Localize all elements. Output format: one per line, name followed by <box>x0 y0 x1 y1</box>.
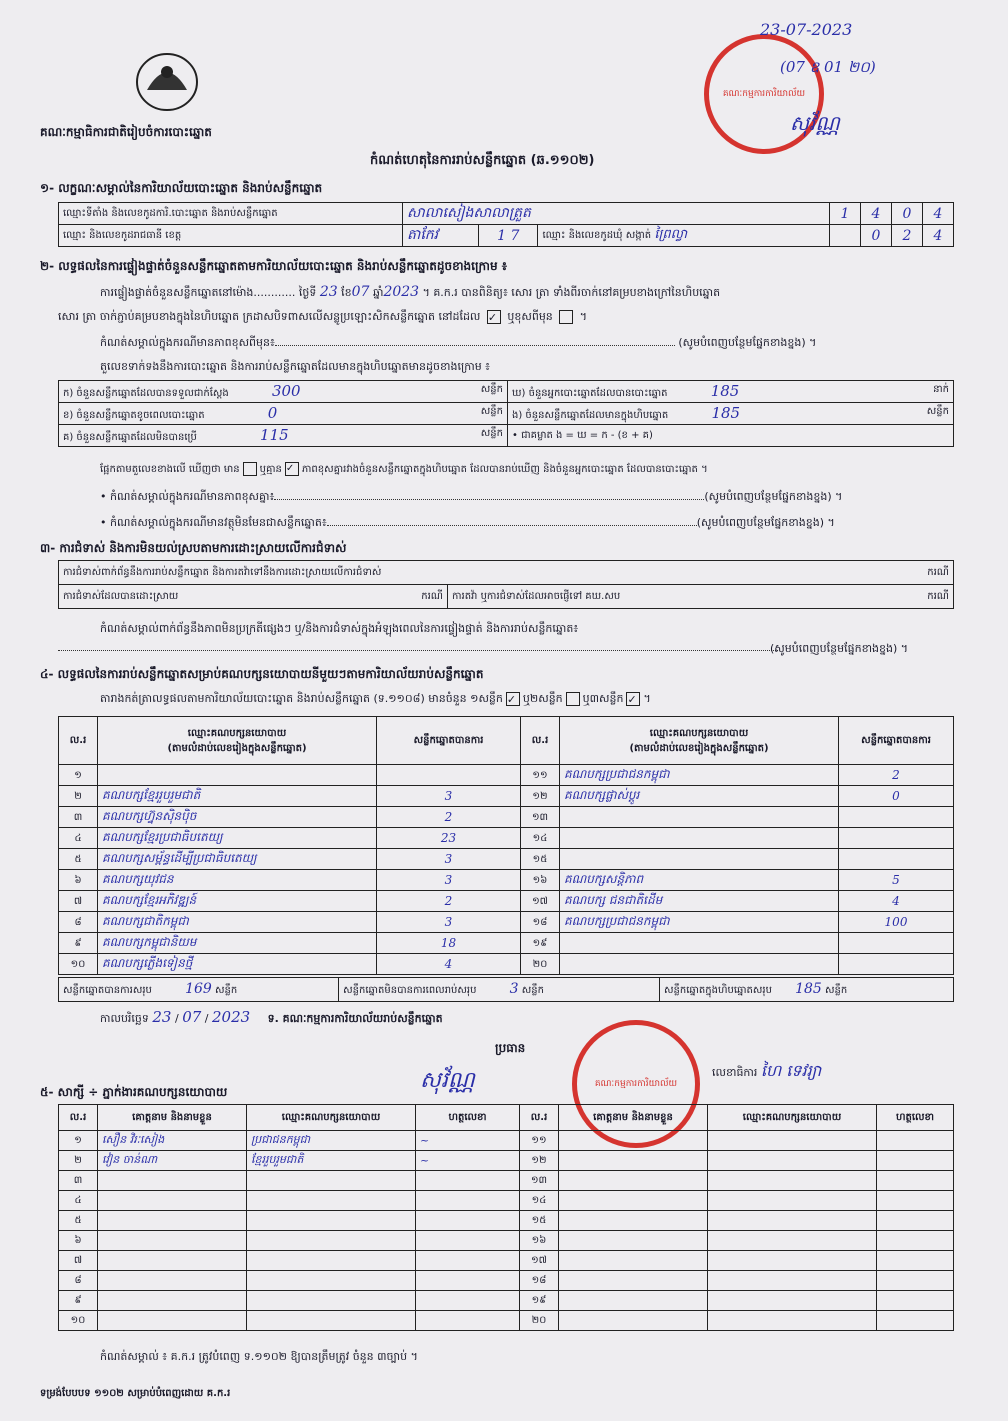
commune-cell: ឈ្មោះ និងលេខកូដឃុំ សង្កាត់ ព្រៃល្វា <box>538 225 830 247</box>
count-k: ក) ចំនួនសន្លឹកឆ្នោតដែលបានទទួលជាក់ស្តែង 300 សន្លឹក <box>59 381 508 403</box>
witness-no: ២ <box>59 1151 98 1171</box>
verify-line-4: តួលេខទាក់ទងនឹងការបោះឆ្នោត និងការរាប់សន្លឹកឆ្នោតដែលមានក្នុងហិបឆ្នោតមានដូចខាងក្រោម ៖ <box>100 360 491 373</box>
section-2-title: ២- លទ្ធផលនៃការផ្ទៀងផ្ទាត់ចំនួនសន្លឹកឆ្នោតតាមការិយាល័យបោះឆ្នោត និងរាប់សន្លឹកឆ្នោតដូចខាងក្រោម ៖ <box>40 259 508 273</box>
party-votes <box>839 849 954 870</box>
witness-party <box>708 1191 877 1211</box>
party-name: គណបក្សជាតិកម្ពុជា <box>98 912 377 933</box>
party-votes: 5 <box>839 870 954 891</box>
witness-row <box>59 1151 954 1171</box>
witness-no: ១២ <box>520 1151 559 1171</box>
witness-party <box>708 1171 877 1191</box>
witness-signature <box>416 1291 520 1311</box>
station-code-digit: 4 <box>861 203 892 225</box>
count-formula: • ជាគម្លាត ង = ឃ = ក - (ខ + គ) <box>508 425 954 447</box>
count-ng: ង) ចំនួនសន្លឹកឆ្នោតដែលមានក្នុងហិបឆ្នោត 185 សន្លឹក <box>508 403 954 425</box>
same-checkbox[interactable]: ✓ <box>487 310 501 324</box>
handwritten-date: 23-07-2023 <box>760 20 853 39</box>
result-row <box>59 849 954 870</box>
party-votes: 3 <box>377 849 521 870</box>
party-name: គណបក្សភ្លើងទៀនថ្មី <box>98 954 377 975</box>
party-name <box>560 807 839 828</box>
witness-party <box>708 1271 877 1291</box>
party-votes: 4 <box>839 891 954 912</box>
party-no: ១៣ <box>521 807 560 828</box>
handwritten-signature: សុវ័ណ្ណ <box>790 111 840 135</box>
witness-party <box>708 1131 877 1151</box>
final-note: កំណត់សម្គាល់ ៖ គ.ក.រ ត្រូវបំពេញ ទ.១១០២ ឱ្យបានត្រឹមត្រូវ ចំនួន ៣ច្បាប់ ។ <box>100 1350 418 1363</box>
commune-code-digit: 2 <box>892 225 923 247</box>
witness-party <box>247 1311 416 1331</box>
witness-signature <box>416 1311 520 1331</box>
result-row <box>59 954 954 975</box>
witness-party <box>247 1171 416 1191</box>
witness-row <box>59 1211 954 1231</box>
note-diff: • កំណត់សម្គាល់ក្នុងករណីមានភាពខុសគ្នា៖ (សូមបំពេញបន្ថែមផ្នែកខាងខ្នង) ។ <box>100 490 843 503</box>
witness-party <box>708 1251 877 1271</box>
objection-table <box>58 560 954 609</box>
witness-signature <box>416 1271 520 1291</box>
witness-row <box>59 1131 954 1151</box>
party-no: ១៥ <box>521 849 560 870</box>
witness-name <box>98 1171 247 1191</box>
witness-party <box>708 1311 877 1331</box>
org-name: គណៈកម្មាធិការជាតិរៀបចំការបោះឆ្នោត <box>40 125 212 139</box>
party-name: គណបក្សហ្វ៊ុនស៊ិនប៉ិច <box>98 807 377 828</box>
witness-name <box>98 1211 247 1231</box>
col-party: ឈ្មោះគណបក្សនយោបាយ (តាមលំដាប់លេខរៀងក្នុងសន្លឹកឆ្នោត) <box>98 717 377 765</box>
witness-row <box>59 1171 954 1191</box>
witness-row <box>59 1271 954 1291</box>
witness-party: ប្រជាជនកម្ពុជា <box>247 1131 416 1151</box>
party-no: ៥ <box>59 849 98 870</box>
witness-party <box>247 1251 416 1271</box>
count-ko: គ) ចំនួនសន្លឹកឆ្នោតដែលមិនបានប្រើ 115 សន្លឹក <box>59 425 508 447</box>
party-name: គណបក្សប្រជាជនកម្ពុជា <box>560 912 839 933</box>
party-votes: 18 <box>377 933 521 954</box>
total-box: សន្លឹកឆ្នោតក្នុងហិបឆ្នោតសរុប 185 សន្លឹក <box>660 978 954 1002</box>
diff-yes-checkbox[interactable] <box>243 462 257 476</box>
note-object: • កំណត់សម្គាល់ក្នុងករណីមានវត្ថុមិនមែនជាសន្លឹកឆ្នោត៖ (សូមបំពេញបន្ថែមផ្នែកខាងខ្នង) ។ <box>100 516 835 529</box>
station-label: ឈ្មោះទីតាំង និងលេខកូដការិ.បោះឆ្នោត និងរាប់សន្លឹកឆ្នោត <box>59 203 403 225</box>
party-no: ១៨ <box>521 912 560 933</box>
party-votes: 2 <box>839 765 954 786</box>
emblem-icon <box>132 50 202 115</box>
three-sheet-checkbox[interactable]: ✓ <box>626 692 640 706</box>
station-code-digit: 4 <box>923 203 954 225</box>
witness-party <box>708 1151 877 1171</box>
diff-no-checkbox[interactable]: ✓ <box>285 462 299 476</box>
witness-no: ៤ <box>59 1191 98 1211</box>
witness-row <box>59 1191 954 1211</box>
party-name: គណបក្ស ជនជាតិដើម <box>560 891 839 912</box>
party-name <box>560 954 839 975</box>
witness-no: ១៩ <box>520 1291 559 1311</box>
party-name <box>560 933 839 954</box>
party-no: ៦ <box>59 870 98 891</box>
party-no: ៣ <box>59 807 98 828</box>
party-name: គណបក្សសម្ព័ន្ធដើម្បីប្រជាធិបតេយ្យ <box>98 849 377 870</box>
witness-table <box>58 1104 954 1331</box>
witness-no: ១៦ <box>520 1231 559 1251</box>
witness-signature <box>416 1191 520 1211</box>
witness-row <box>59 1231 954 1251</box>
witness-no: ១៧ <box>520 1251 559 1271</box>
witness-name <box>559 1211 708 1231</box>
total-valid: សន្លឹកឆ្នោតបានការសរុប 169 សន្លឹក <box>59 978 339 1002</box>
witness-signature <box>877 1311 954 1331</box>
party-votes: 4 <box>377 954 521 975</box>
witness-no: ១១ <box>520 1131 559 1151</box>
witness-name <box>559 1151 708 1171</box>
party-votes: 100 <box>839 912 954 933</box>
party-no: ១០ <box>59 954 98 975</box>
witness-signature <box>877 1231 954 1251</box>
party-name: គណបក្សយុវជន <box>98 870 377 891</box>
w-col-name: គោត្តនាម និងនាមខ្លួន <box>98 1105 247 1131</box>
col-votes: សន្លឹកឆ្នោតបានការ <box>377 717 521 765</box>
province-label: ឈ្មោះ និងលេខកូដរាជធានី ខេត្ត <box>59 225 403 247</box>
station-table <box>58 202 954 247</box>
col-party: ឈ្មោះគណបក្សនយោបាយ (តាមលំដាប់លេខរៀងក្នុងសន្លឹកឆ្នោត) <box>560 717 839 765</box>
col-votes: សន្លឹកឆ្នោតបានការ <box>839 717 954 765</box>
witness-signature <box>877 1211 954 1231</box>
witness-name <box>98 1271 247 1291</box>
witness-row <box>59 1251 954 1271</box>
commune-code-digit: 0 <box>861 225 892 247</box>
witness-no: ២០ <box>520 1311 559 1331</box>
party-votes: 3 <box>377 870 521 891</box>
station-value: សាលាសៀងសាលាត្រួត <box>403 203 830 225</box>
changed-checkbox[interactable] <box>559 310 573 324</box>
witness-party <box>247 1291 416 1311</box>
result-table <box>58 716 954 975</box>
result-row <box>59 912 954 933</box>
witness-name <box>98 1231 247 1251</box>
result-row <box>59 891 954 912</box>
verify-line-2: សោរ ត្រា ចាក់ភ្ជាប់គម្របខាងក្នុងនៃហិបឆ្នោត ក្រដាសបិទពាសលើសន្លូប្រឡោះសិកសន្លឹកឆ្នោត នៅដដែល ✓ ឬខុសពីមុន ។ <box>58 310 588 324</box>
chair-signature: សុវ័ណ្ណ <box>420 1068 475 1093</box>
witness-no: ៨ <box>59 1271 98 1291</box>
witness-name <box>559 1171 708 1191</box>
party-no: ១៤ <box>521 828 560 849</box>
witness-signature <box>877 1191 954 1211</box>
witness-name <box>559 1231 708 1251</box>
party-no: ១៦ <box>521 870 560 891</box>
col-no: ល.រ <box>59 717 98 765</box>
w-col-party: ឈ្មោះគណបក្សនយោបាយ <box>708 1105 877 1131</box>
objection-row-1: ការជំទាស់ពាក់ព័ន្ធនឹងការរាប់សន្លឹកឆ្នោត និងការតវ៉ាទៅនឹងការដោះស្រាយលើការជំទាស់ ករណី <box>59 561 954 585</box>
witness-name <box>98 1311 247 1331</box>
party-no: ៨ <box>59 912 98 933</box>
witness-no: ៣ <box>59 1171 98 1191</box>
witness-no: ៦ <box>59 1231 98 1251</box>
date-line: កាលបរិច្ឆេទ 23 / 07 / 2023 ទ. គណៈកម្មការការិយាល័យរាប់សន្លឹកឆ្នោត <box>100 1008 443 1026</box>
party-votes: 2 <box>377 807 521 828</box>
party-name: គណបក្សខ្មែរអភិវឌ្ឍន៍ <box>98 891 377 912</box>
party-no: ៩ <box>59 933 98 954</box>
witness-signature <box>877 1251 954 1271</box>
handwritten-ref: (07 ឧ​ 01 ២០) <box>780 58 876 76</box>
station-code-digit: 1 <box>830 203 861 225</box>
result-row <box>59 786 954 807</box>
party-votes <box>839 828 954 849</box>
party-no: ១៧ <box>521 891 560 912</box>
witness-name: សឿន វិរៈសៀង <box>98 1131 247 1151</box>
w-col-no: ល.រ <box>520 1105 559 1131</box>
party-votes: 3 <box>377 912 521 933</box>
province-code: 1 7 <box>479 225 538 247</box>
sheets-line: តារាងកត់ត្រាលទ្ធផលតាមការិយាល័យបោះឆ្នោត និងរាប់សន្លឹកឆ្នោត (ទ.១១០៨) មានចំនួន ១សន្លឹក ✓ ឬ២សន្លឹក ឬ៣សន្លឹក ✓ ។ <box>100 692 651 706</box>
party-votes <box>377 765 521 786</box>
witness-party <box>247 1231 416 1251</box>
witness-no: ១៤ <box>520 1191 559 1211</box>
witness-signature <box>877 1151 954 1171</box>
count-g: ឃ) ចំនួនអ្នកបោះឆ្នោតដែលបានបោះឆ្នោត 185 នាក់ <box>508 381 954 403</box>
official-stamp-top: គណៈកម្មការការិយាល័យ <box>704 34 824 154</box>
witness-party <box>247 1211 416 1231</box>
party-name: គណបក្សកម្ពុជានិយម <box>98 933 377 954</box>
party-name <box>560 849 839 870</box>
party-name: គណបក្សសន្តិភាព <box>560 870 839 891</box>
party-votes <box>839 807 954 828</box>
witness-signature <box>416 1211 520 1231</box>
objection-resolved: ការជំទាស់ដែលបានដោះស្រាយ ករណី <box>59 585 448 609</box>
station-code-digit: 0 <box>892 203 923 225</box>
result-row <box>59 807 954 828</box>
witness-name <box>98 1251 247 1271</box>
totals-table <box>58 977 954 1002</box>
objection-note: កំណត់សម្គាល់ពាក់ព័ន្ធនឹងភាពមិនប្រក្រតីផ្សេងៗ ឬ/និងការជំទាស់ក្នុងអំឡុងពេលនៃការផ្ទៀងផ្ទាត់ និងការរាប់សន្លឹកឆ្នោត៖ <box>100 622 579 635</box>
witness-name <box>559 1291 708 1311</box>
party-name: គណបក្សខ្មែរប្រជាធិបតេយ្យ <box>98 828 377 849</box>
witness-name <box>559 1131 708 1151</box>
footer-text: ទម្រង់បែបបទ ១១០២ សម្រាប់បំពេញដោយ គ.ក.រ <box>40 1388 231 1399</box>
party-name <box>560 828 839 849</box>
party-no: ១១ <box>521 765 560 786</box>
count-table <box>58 380 954 447</box>
witness-no: ១០ <box>59 1311 98 1331</box>
witness-no: ១៨ <box>520 1271 559 1291</box>
witness-name: វៀន ចាន់ណា <box>98 1151 247 1171</box>
section-3-title: ៣- ការជំទាស់ និងការមិនយល់ស្របតាមការដោះស្រាយលើការជំទាស់ <box>40 541 347 555</box>
witness-signature: ~ <box>416 1151 520 1171</box>
party-no: ៧ <box>59 891 98 912</box>
diff-line: ផ្អែកតាមតួលេខខាងលើ ឃើញថា មាន ឬគ្មាន ✓ ភាពខុសគ្នារវាងចំនួនសន្លឹកឆ្នោតក្នុងហិបឆ្នោត ដែលបានរាប់ឃើញ និងចំនួនអ្នកបោះឆ្នោត ដែលបានបោះឆ្នោត ។ <box>100 463 708 475</box>
party-no: ២០ <box>521 954 560 975</box>
party-votes <box>839 933 954 954</box>
w-col-no: ល.រ <box>59 1105 98 1131</box>
witness-row <box>59 1311 954 1331</box>
witness-name <box>559 1251 708 1271</box>
witness-no: ១ <box>59 1131 98 1151</box>
verify-line-1: ការផ្ទៀងផ្ទាត់ចំនួនសន្លឹកឆ្នោតនៅម៉ោង............ ថ្ងៃទី 23 ខែ07 ឆ្នាំ2023 ។ គ.ក.រ បានពិនិត្យ៖ សោរ ត្រា ទាំងពីរចាក់នៅគម្របខាងក្រៅនៃហិបឆ្នោត <box>100 284 721 300</box>
witness-signature <box>416 1231 520 1251</box>
commune-code-digit: 4 <box>923 225 954 247</box>
witness-name <box>98 1191 247 1211</box>
party-no: ១៩ <box>521 933 560 954</box>
one-sheet-checkbox[interactable]: ✓ <box>506 692 520 706</box>
section-5-title: ៥- សាក្សី ÷ ភ្នាក់ងារគណបក្សនយោបាយ <box>40 1085 228 1099</box>
province-value: តាកែវ <box>403 225 479 247</box>
witness-party: ខ្មែររួបរួមជាតិ <box>247 1151 416 1171</box>
witness-row <box>59 1291 954 1311</box>
chair-label: ប្រធាន <box>495 1041 526 1055</box>
witness-signature <box>416 1171 520 1191</box>
objection-note-line <box>58 650 778 651</box>
objection-appeal: ការតវ៉ា ឬការជំទាស់ដែលអាចផ្ញើទៅ គឃ.សប ករណី <box>448 585 954 609</box>
witness-no: ៧ <box>59 1251 98 1271</box>
result-row <box>59 870 954 891</box>
witness-signature <box>877 1131 954 1151</box>
party-votes: 2 <box>377 891 521 912</box>
official-stamp-bottom: គណៈកម្មការការិយាល័យ <box>572 1020 700 1148</box>
witness-name <box>559 1271 708 1291</box>
party-name: គណបក្សផ្លាស់ប្តូរ <box>560 786 839 807</box>
section-1-title: ១- លក្ខណៈសម្គាល់នៃការិយាល័យបោះឆ្នោត និងរាប់សន្លឹកឆ្នោត <box>40 181 323 195</box>
w-col-party: ឈ្មោះគណបក្សនយោបាយ <box>247 1105 416 1131</box>
witness-party <box>708 1291 877 1311</box>
witness-signature: ~ <box>416 1131 520 1151</box>
witness-party <box>247 1191 416 1211</box>
objection-fill-note: (សូមបំពេញបន្ថែមផ្នែកខាងខ្នង) ។ <box>770 642 909 655</box>
party-votes: 23 <box>377 828 521 849</box>
secretary-line: លេខាធិការ ហៃ ទេវរ្យា <box>712 1061 822 1080</box>
party-no: ១២ <box>521 786 560 807</box>
witness-party <box>708 1211 877 1231</box>
party-no: ២ <box>59 786 98 807</box>
witness-signature <box>877 1271 954 1291</box>
party-name: គណបក្សប្រជាជនកម្ពុជា <box>560 765 839 786</box>
result-row <box>59 828 954 849</box>
witness-no: ១៥ <box>520 1211 559 1231</box>
party-name <box>98 765 377 786</box>
party-no: ៤ <box>59 828 98 849</box>
total-invalid: សន្លឹកឆ្នោតមិនបានការពេលរាប់សរុប 3 សន្លឹក <box>339 978 660 1002</box>
party-name: គណបក្សខ្មែររួបរួមជាតិ <box>98 786 377 807</box>
witness-name <box>559 1311 708 1331</box>
witness-no: ៥ <box>59 1211 98 1231</box>
result-row <box>59 933 954 954</box>
witness-signature <box>877 1171 954 1191</box>
col-no: ល.រ <box>521 717 560 765</box>
form-title: កំណត់ហេតុនៃការរាប់សន្លឹកឆ្នោត (ឆ.១១០២) <box>370 153 595 168</box>
w-col-sign: ហត្ថលេខា <box>416 1105 520 1131</box>
section-4-title: ៤- លទ្ធផលនៃការរាប់សន្លឹកឆ្នោតសម្រាប់គណបក្សនយោបាយនីមួយៗតាមការិយាល័យរាប់សន្លឹកឆ្នោត <box>40 667 484 681</box>
witness-party <box>708 1231 877 1251</box>
witness-signature <box>877 1291 954 1311</box>
result-row <box>59 765 954 786</box>
count-kh: ខ) ចំនួនសន្លឹកឆ្នោតខូចពេលបោះឆ្នោត 0 សន្លឹក <box>59 403 508 425</box>
w-col-name: គោត្តនាម និងនាមខ្លួន <box>559 1105 708 1131</box>
w-col-sign: ហត្ថលេខា <box>877 1105 954 1131</box>
verify-line-3: កំណត់សម្គាល់ក្នុងករណីមានភាពខុសពីមុន៖ (សូមបំពេញបន្ថែមផ្នែកខាងខ្នង) ។ <box>100 336 817 349</box>
witness-signature <box>416 1251 520 1271</box>
party-votes: 0 <box>839 786 954 807</box>
witness-name <box>559 1191 708 1211</box>
party-no: ១ <box>59 765 98 786</box>
two-sheet-checkbox[interactable] <box>566 692 580 706</box>
witness-no: ៩ <box>59 1291 98 1311</box>
party-votes <box>839 954 954 975</box>
witness-name <box>98 1291 247 1311</box>
witness-party <box>247 1271 416 1291</box>
party-votes: 3 <box>377 786 521 807</box>
witness-no: ១៣ <box>520 1171 559 1191</box>
